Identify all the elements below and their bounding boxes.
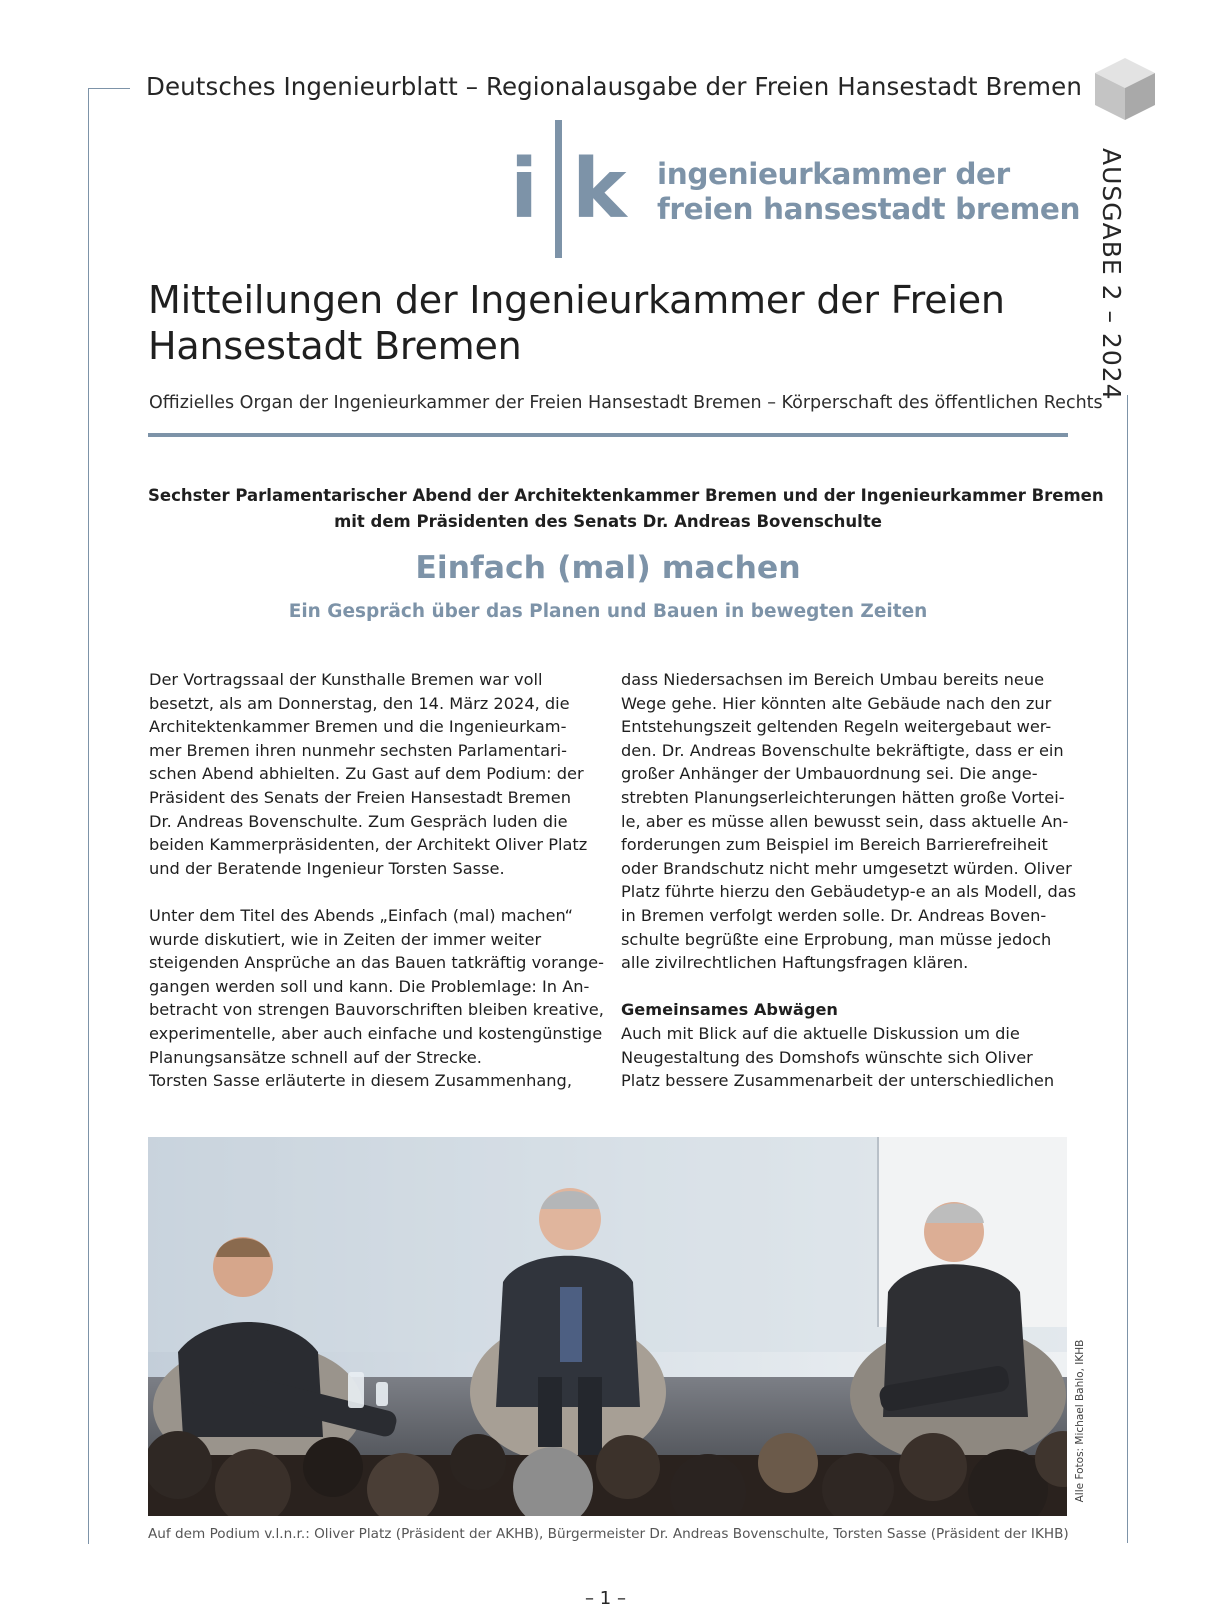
header-rule — [148, 433, 1068, 437]
text-line: Der Vortragssaal der Kunsthalle Bremen war voll — [149, 670, 543, 689]
text-line: steigenden Ansprüche an das Bauen tatkräftig vorange- — [149, 953, 604, 973]
page-subtitle: Offizielles Organ der Ingenieurkammer der Freien Hansestadt Bremen – Körperschaft des öffentlichen Rechts — [149, 393, 1103, 413]
logo-line-1: ingenieurkammer der — [657, 157, 1010, 191]
page-title: Mitteilungen der Ingenieurkammer der Freien Hansestadt Bremen — [148, 278, 1005, 368]
text-line: beiden Kammerpräsidenten, der Architekt Oliver Platz — [149, 835, 588, 855]
text-line: mer Bremen ihren nunmehr sechsten Parlamentari- — [149, 740, 567, 760]
article-kicker — [148, 483, 1104, 535]
article-deck: Ein Gespräch über das Planen und Bauen in bewegten Zeiten — [288, 601, 928, 622]
text-line: Präsident des Senats der Freien Hansestadt Bremen — [149, 787, 571, 807]
text-line: betracht von strengen Bauvorschriften bleiben kreative, — [149, 1000, 604, 1020]
text-line: wurde diskutiert, wie in Zeiten der immer weiter — [149, 929, 542, 949]
logo-line-2: freien hansestadt bremen — [657, 192, 1081, 226]
cube-icon — [1093, 56, 1157, 122]
text-line: gangen werden soll und kann. Die Problemlage: In An- — [149, 976, 590, 996]
text-line: strebten Planungserleichterungen hätten große Vortei- — [621, 787, 1065, 807]
text-line: alle zivilrechtlichen Haftungsfragen klären. — [621, 953, 969, 973]
ikhb-logo-mark — [508, 120, 638, 258]
article-column-right — [621, 668, 1081, 1093]
text-line: Architektenkammer Bremen und die Ingenieurkam- — [149, 717, 567, 737]
podium-photo — [148, 1137, 1067, 1516]
kicker-line-2: mit dem Präsidenten des Senats Dr. Andreas Bovenschulte — [334, 512, 882, 531]
text-line: le, aber es müsse allen bewusst sein, dass aktuelle An- — [621, 811, 1069, 831]
text-line: und der Beratende Ingenieur Torsten Sasse. — [149, 858, 505, 878]
logo-letter-i: i — [510, 142, 539, 237]
text-line: forderungen zum Beispiel im Bereich Barrierefreiheit — [621, 835, 1048, 855]
text-line: Unter dem Titel des Abends „Einfach (mal) machen“ — [149, 905, 573, 925]
logo-divider-bar — [555, 120, 562, 258]
text-line: Wege gehe. Hier könnten alte Gebäude nach den zur — [621, 693, 1052, 713]
frame-line-left — [88, 88, 89, 1544]
text-line: Planungsansätze schnell auf der Strecke. — [149, 1047, 482, 1067]
text-line: experimentelle, aber auch einfache und kostengünstige — [149, 1023, 603, 1043]
photo-credit: Alle Fotos: Michael Bahlo, IKHB — [1074, 1339, 1086, 1503]
text-line: Auch mit Blick auf die aktuelle Diskussion um die — [621, 1023, 1020, 1043]
text-line: Platz führte hierzu den Gebäudetyp-e an als Modell, das — [621, 882, 1077, 902]
issue-label: AUSGABE 2 – 2024 — [1097, 148, 1126, 401]
article-headline: Einfach (mal) machen — [415, 550, 801, 586]
text-line: Neugestaltung des Domshofs wünschte sich Oliver — [621, 1047, 1033, 1067]
paragraph-gap — [621, 975, 1081, 999]
section-subheading: Gemeinsames Abwägen — [621, 1000, 838, 1020]
masthead: Deutsches Ingenieurblatt – Regionalausgabe der Freien Hansestadt Bremen — [146, 72, 1082, 101]
frame-line-top — [88, 88, 130, 89]
logo-wordmark — [657, 157, 1080, 227]
text-line: schulte begrüßte eine Erprobung, man müsse jedoch — [621, 929, 1052, 949]
text-line: den. Dr. Andreas Bovenschulte bekräftigte, dass er ein — [621, 740, 1064, 760]
text-line: Torsten Sasse erläuterte in diesem Zusammenhang, — [149, 1071, 572, 1091]
text-line: Dr. Andreas Bovenschulte. Zum Gespräch luden die — [149, 811, 568, 831]
text-line: in Bremen verfolgt werden solle. Dr. Andreas Boven- — [621, 905, 1047, 925]
photo-caption: Auf dem Podium v.l.n.r.: Oliver Platz (Präsident der AKHB), Bürgermeister Dr. Andreas Bovenschulte, Torsten Sasse (Präsident der IKHB) — [148, 1526, 1069, 1542]
text-line: schen Abend abhielten. Zu Gast auf dem Podium: der — [149, 764, 584, 784]
article-column-left — [149, 668, 609, 1093]
text-line: großer Anhänger der Umbauordnung sei. Die ange- — [621, 764, 1038, 784]
text-line: oder Brandschutz nicht mehr umgesetzt würden. Oliver — [621, 858, 1072, 878]
text-line: dass Niedersachsen im Bereich Umbau bereits neue — [621, 670, 1045, 689]
text-line: besetzt, als am Donnerstag, den 14. März 2024, die — [149, 693, 570, 713]
frame-line-right — [1127, 395, 1128, 1543]
text-line: Platz bessere Zusammenarbeit der unterschiedlichen — [621, 1071, 1055, 1091]
logo-letter-k: k — [572, 142, 627, 237]
paragraph-gap — [149, 880, 609, 904]
kicker-line-1: Sechster Parlamentarischer Abend der Architektenkammer Bremen und der Ingenieurkammer Bremen — [148, 486, 1104, 505]
text-line: Entstehungszeit geltenden Regeln weitergebaut wer- — [621, 717, 1052, 737]
page-number: – 1 – — [585, 1588, 626, 1609]
